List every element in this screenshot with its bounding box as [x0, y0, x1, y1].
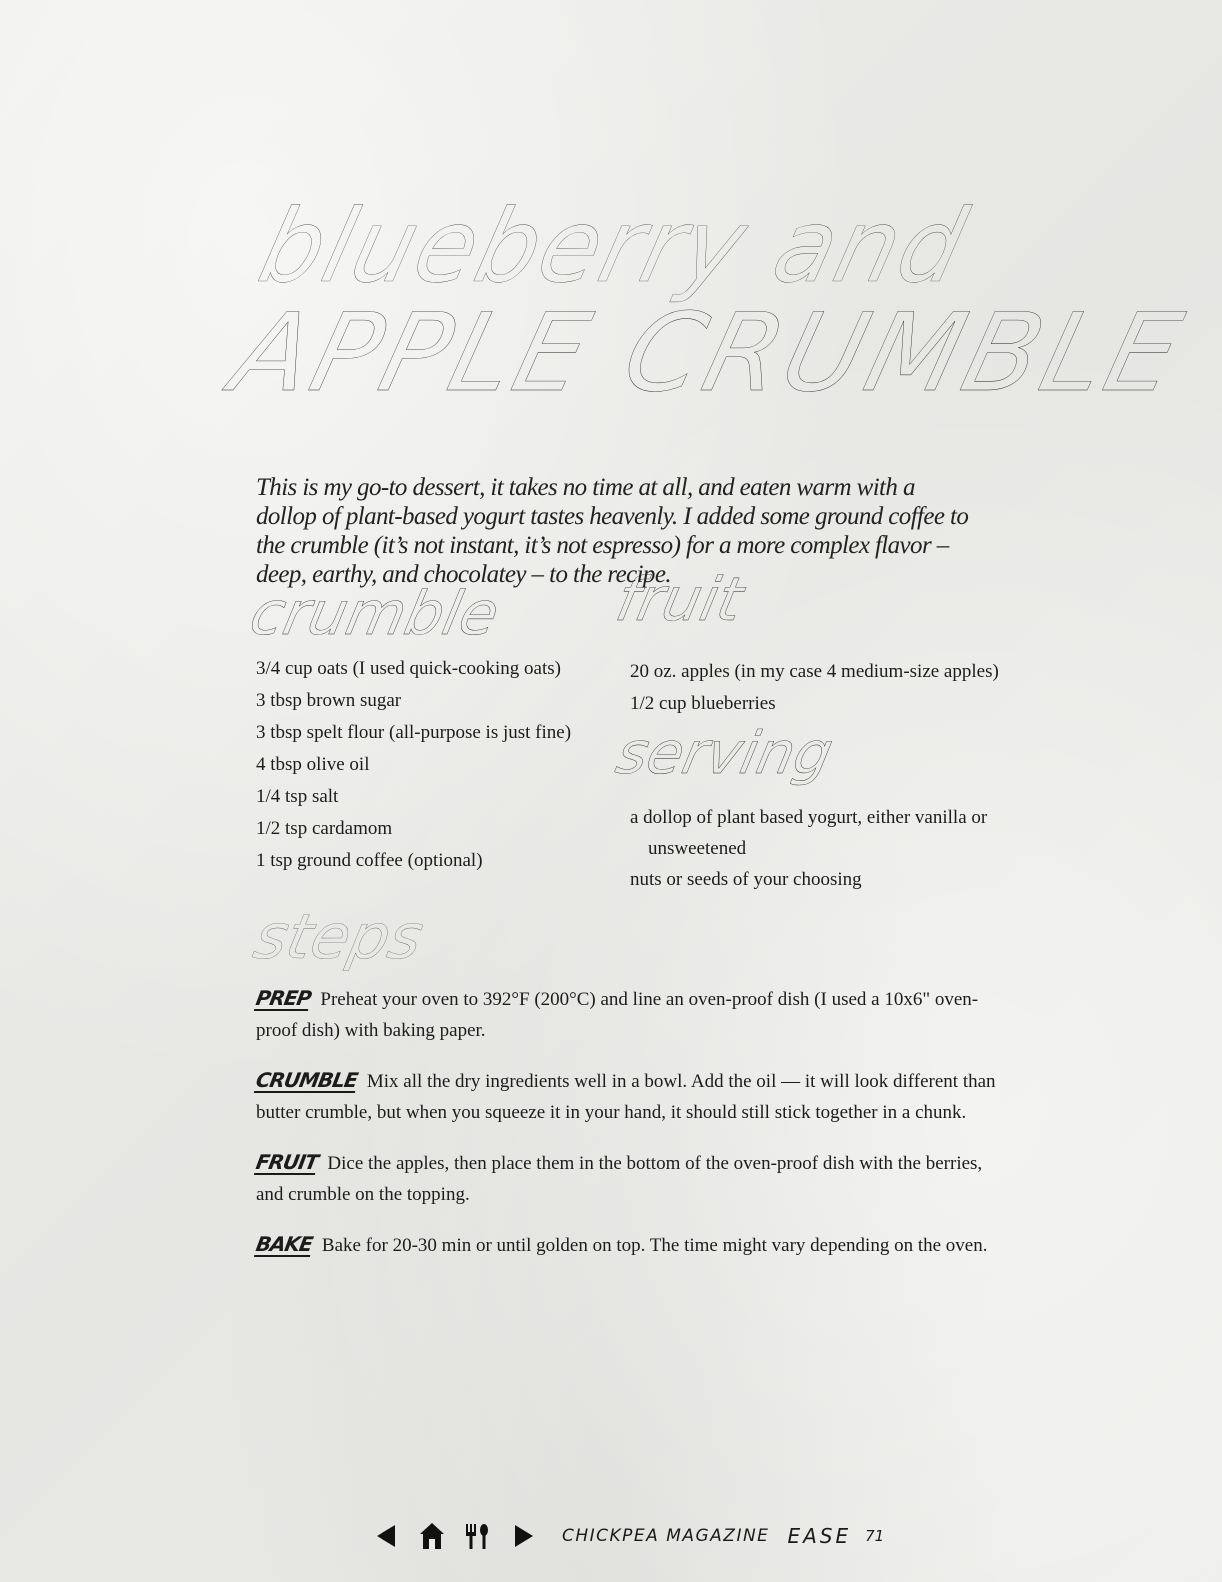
- recipes-cutlery-icon[interactable]: [464, 1520, 492, 1552]
- step-fruit: [256, 1148, 996, 1210]
- step-label: CRUMBLE: [254, 1068, 360, 1092]
- magazine-name: CHICKPEA MAGAZINE: [562, 1526, 770, 1546]
- step-crumble: [256, 1066, 996, 1128]
- list-item: 3/4 cup oats (I used quick-cooking oats): [256, 658, 561, 679]
- step-label: FRUIT: [254, 1150, 320, 1174]
- list-item: 20 oz. apples (in my case 4 medium-size apples): [630, 661, 999, 682]
- issue-name: EASE: [787, 1524, 852, 1548]
- list-item: 1/4 tsp salt: [256, 786, 339, 807]
- fruit-ingredient-list: [630, 656, 999, 720]
- intro-paragraph: This is my go-to dessert, it takes no time at all, and eaten warm with a dollop of plant-based yogurt tastes heavenly. I added some ground coffee to the crumble (it’s not instant, it’s not espresso) for a more complex flavor – deep, earthy, and chocolatey – to the recipe.: [256, 474, 969, 588]
- title-line-1: blueberry and: [248, 187, 979, 306]
- step-label: PREP: [254, 986, 313, 1010]
- list-item: 4 tbsp olive oil: [256, 754, 370, 775]
- crumble-heading: crumble: [244, 579, 505, 649]
- crumble-ingredient-list: [256, 653, 571, 877]
- step-label: BAKE: [254, 1232, 315, 1256]
- list-item: nuts or seeds of your choosing: [630, 869, 862, 890]
- list-item: 1 tsp ground coffee (optional): [256, 850, 483, 871]
- step-bake: [256, 1230, 996, 1261]
- list-item: 3 tbsp spelt flour (all-purpose is just fine): [256, 722, 572, 743]
- serving-list: [630, 802, 1010, 895]
- previous-arrow-icon[interactable]: [372, 1520, 400, 1552]
- steps-heading: steps: [247, 900, 430, 973]
- step-text: Preheat your oven to 392°F (200°C) and line an oven-proof dish (I used a 10x6" oven-proof dish) with baking paper.: [256, 989, 979, 1041]
- list-item: 3 tbsp brown sugar: [256, 690, 402, 711]
- list-item: a dollop of plant based yogurt, either vanilla or unsweetened: [630, 807, 988, 859]
- step-text: Dice the apples, then place them in the bottom of the oven-proof dish with the berries, and crumble on the topping.: [256, 1153, 983, 1205]
- step-text: Mix all the dry ingredients well in a bowl. Add the oil — it will look different than butter crumble, but when you squeeze it in your hand, it should still stick together in a chunk.: [256, 1071, 996, 1123]
- page-number: 71: [865, 1527, 885, 1545]
- step-text: Bake for 20-30 min or until golden on top. The time might vary depending on the oven.: [321, 1235, 988, 1256]
- footer-nav: [372, 1516, 884, 1556]
- serving-heading: serving: [610, 719, 839, 787]
- list-item: 1/2 tsp cardamom: [256, 818, 393, 839]
- fruit-heading: fruit: [610, 565, 750, 635]
- list-item: 1/2 cup blueberries: [630, 693, 776, 714]
- next-arrow-icon[interactable]: [510, 1520, 538, 1552]
- title-line-2: APPLE CRUMBLE: [221, 291, 1197, 416]
- step-prep: [256, 984, 996, 1046]
- home-icon[interactable]: [418, 1520, 446, 1552]
